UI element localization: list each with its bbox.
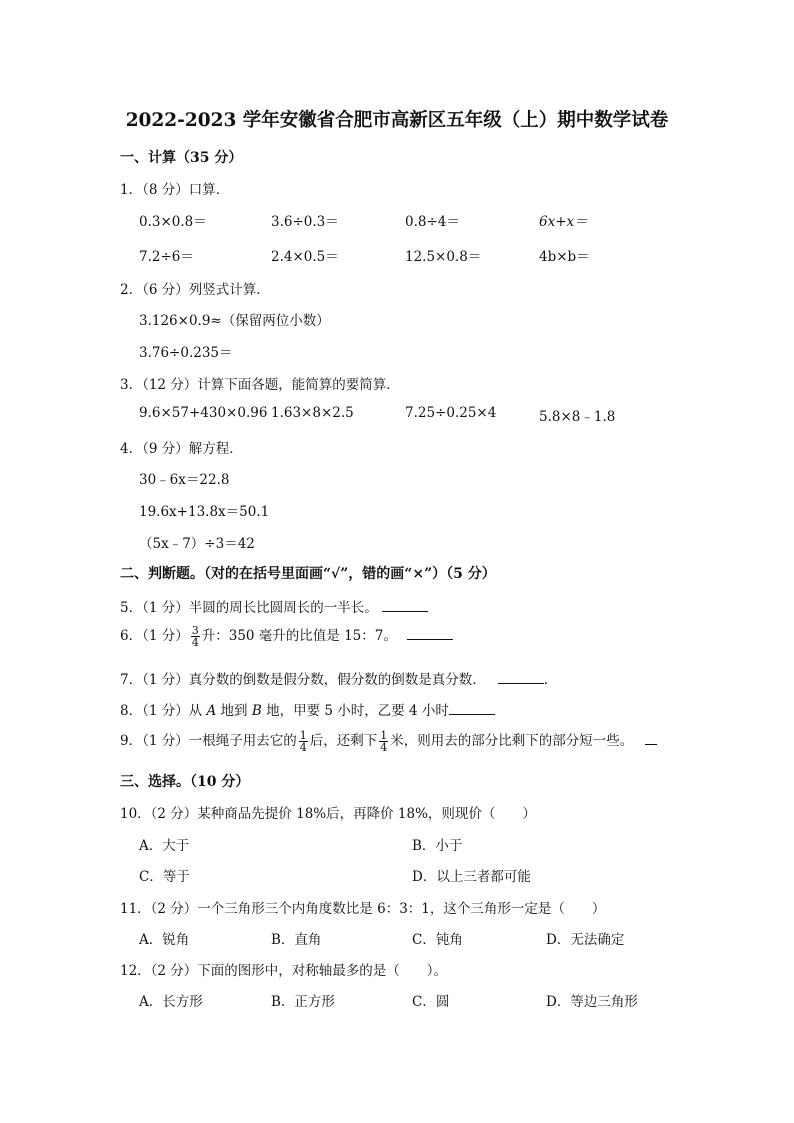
fraction-numerator: 3 [191,624,199,637]
q3-item: 9.6×57+430×0.96 [139,405,268,421]
question-7 [120,668,557,688]
q1-item: 12.5×0.8＝ [405,249,482,265]
q3-item: 7.25÷0.25×4 [405,405,497,421]
q10-option-d[interactable]: D．以上三者都可能 [412,869,531,885]
q2-item: 3.76÷0.235＝ [139,345,233,361]
fraction [379,730,388,753]
q4-item: （5x﹣7）÷3＝42 [139,536,255,552]
fraction-denominator: 4 [191,636,199,649]
q1-item: 7.2÷6＝ [139,249,194,265]
answer-blank[interactable] [407,627,453,640]
question-5 [120,596,428,616]
answer-blank[interactable] [449,702,495,715]
fraction [191,625,200,648]
q1-item: 3.6÷0.3＝ [271,214,339,230]
q2-item: 3.126×0.9≈（保留两位小数） [139,313,330,329]
question-2-stem: 2．（6 分）列竖式计算． [120,282,270,298]
answer-blank[interactable] [498,671,544,684]
q3-item: 1.63×8×2.5 [271,405,354,421]
fraction-numerator: 1 [380,729,388,742]
q1-item: 4b×b＝ [539,249,590,265]
q4-item: 30﹣6x＝22.8 [139,472,230,488]
q8-point-b: B [251,703,262,719]
fraction-numerator: 1 [299,729,307,742]
q12-option-b[interactable]: B．正方形 [271,994,335,1010]
question-6 [120,624,453,648]
q1-item: 2.4×0.5＝ [271,249,339,265]
q6-suffix: 升：350 毫升的比值是 15：7。 [201,628,397,644]
q12-option-c[interactable]: C．圆 [412,994,450,1010]
q4-item: 19.6x+13.8x＝50.1 [139,504,270,520]
q9-suffix: 米，则用去的部分比剩下的部分短一些。 [390,733,634,749]
q11-option-c[interactable]: C．钝角 [412,932,463,948]
q11-option-a[interactable]: A．锐角 [139,932,190,948]
q9-middle: 后，还剩下 [309,733,378,749]
section-heading-true-false: 二、判断题。（对的在括号里面画“√”，错的画“×”）（5 分） [120,566,496,582]
q1-item: 0.3×0.8＝ [139,214,207,230]
fraction-denominator: 4 [380,741,388,754]
fraction [299,730,308,753]
q12-option-d[interactable]: D．等边三角形 [546,994,638,1010]
question-10-stem: 10．（2 分）某种商品先提价 18%后，再降价 18%，则现价（ ） [120,806,536,822]
q1-item: 0.8÷4＝ [405,214,460,230]
q5-text: 5．（1 分）半圆的周长比圆周长的一半长。 [120,600,378,616]
q8-prefix: 8．（1 分）从 [120,703,207,719]
question-4-stem: 4．（9 分）解方程． [120,441,243,457]
q11-option-b[interactable]: B．直角 [271,932,322,948]
q12-option-a[interactable]: A．长方形 [139,994,203,1010]
q6-prefix: 6．（1 分） [120,628,189,644]
q7-end: ． [543,672,558,688]
q7-text: 7．（1 分）真分数的倒数是假分数，假分数的倒数是真分数． [120,672,486,688]
q8-middle: 地到 [216,703,252,719]
question-12-stem: 12．（2 分）下面的图形中，对称轴最多的是（ ）。 [120,963,448,979]
fraction-denominator: 4 [299,741,307,754]
q8-point-a: A [206,703,217,719]
q11-option-d[interactable]: D．无法确定 [546,932,625,948]
q1-item: 6x+x＝ [539,214,588,230]
question-9 [120,729,657,753]
answer-blank[interactable] [382,599,428,612]
q8-suffix: 地，甲要 5 小时，乙要 4 小时 [261,703,449,719]
q10-option-b[interactable]: B．小于 [412,838,463,854]
question-3-stem: 3．（12 分）计算下面各题，能简算的要简算． [120,377,400,393]
section-heading-calculation: 一、计算（35 分） [120,150,243,166]
answer-blank[interactable] [645,732,657,745]
page-title: 2022-2023 学年安徽省合肥市高新区五年级（上）期中数学试卷 [125,110,669,131]
question-1-stem: 1．（8 分）口算． [120,182,230,198]
question-8 [120,699,495,719]
q10-option-c[interactable]: C．等于 [139,869,190,885]
question-11-stem: 11．（2 分）一个三角形三个内角度数比是 6：3：1，这个三角形一定是（ ） [120,901,606,917]
section-heading-multiple-choice: 三、选择。（10 分） [120,774,250,790]
q10-option-a[interactable]: A．大于 [139,838,190,854]
q3-item: 5.8×8﹣1.8 [539,409,616,425]
q9-prefix: 9．（1 分）一根绳子用去它的 [120,733,297,749]
